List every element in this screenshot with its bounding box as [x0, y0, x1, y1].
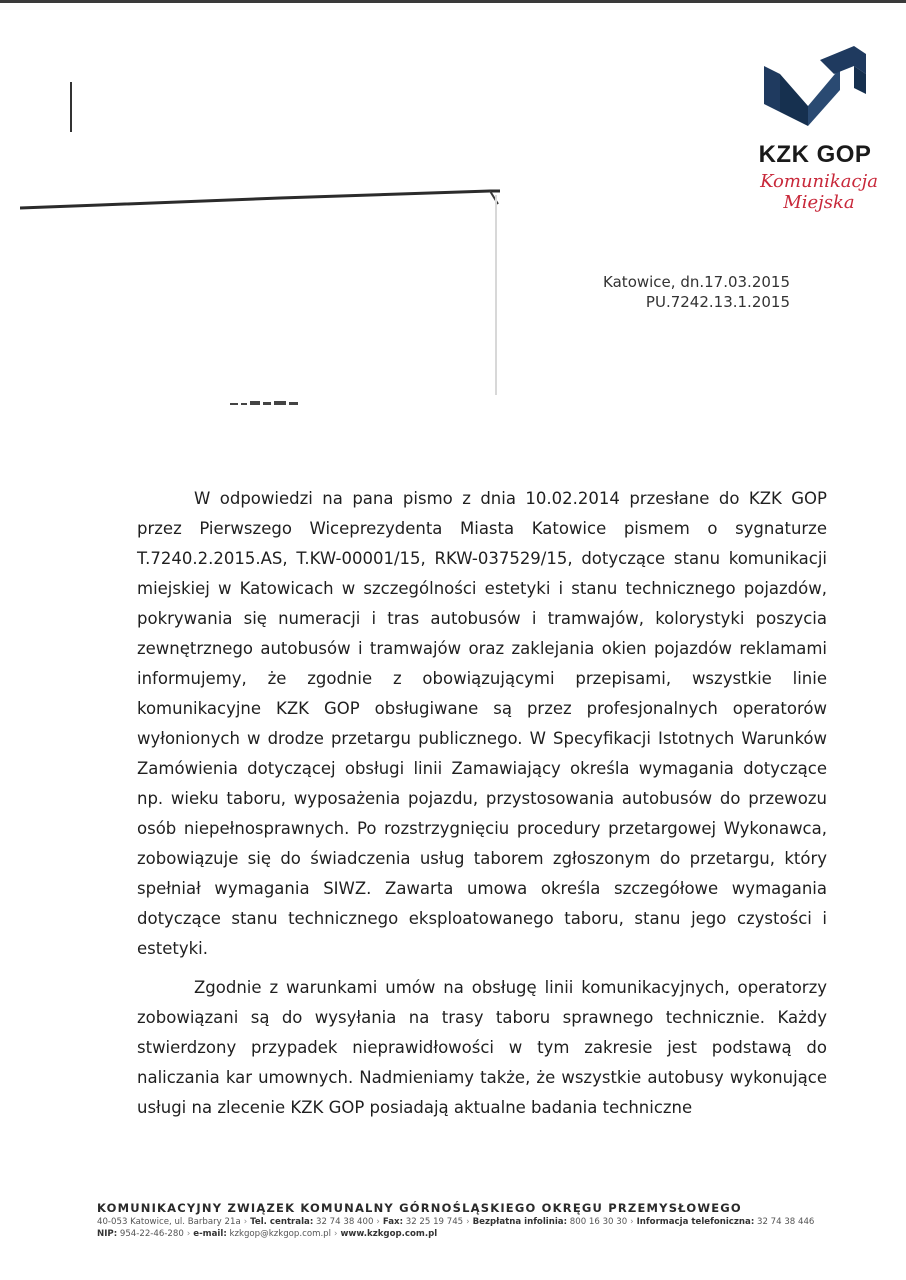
- logo-name: KZK GOP: [758, 141, 872, 168]
- footer-separator: ›: [334, 1229, 338, 1239]
- scan-edge-line: [495, 195, 497, 395]
- footer-website-link[interactable]: www.kzkgop.com.pl: [340, 1229, 438, 1239]
- letter-footer: [97, 1200, 897, 1240]
- kzk-gop-logo: [725, 44, 905, 213]
- logo-tagline: Komunikacja Miejska: [760, 171, 878, 213]
- place-date: Katowice, dn.17.03.2015: [603, 273, 790, 291]
- footer-nip-label: NIP:: [97, 1229, 118, 1239]
- footer-separator: ›: [466, 1217, 470, 1227]
- body-paragraph-1: W odpowiedzi na pana pismo z dnia 10.02.2014 przesłane do KZK GOP przez Pierwszego Wiceprezydenta Miasta Katowice pismem o sygnaturze T.7240.2.2015.AS, T.KW-00001/15, RKW-037529/15, dotyczące stanu komunikacji miejskiej w Katowicach w szczególności estetyki i stanu technicznego pojazdów, pokrywania się numeracji i tras autobusów i tramwajów, kolorystyki poszycia zewnętrznego autobusów i tramwajów oraz zaklejania okien pojazdów reklamami informujemy, że zgodnie z obowiązującymi przepisami, wszystkie linie komunikacyjne KZK GOP obsługiwane są przez profesjonalnych operatorów wyłonionych w drodze przetargu publicznego. W Specyfikacji Istotnych Warunków Zamówienia dotyczącej obsługi linii Zamawiający określa wymagania dotyczące np. wieku taboru, wyposażenia pojazdu, przystosowania autobusów do przewozu osób niepełnosprawnych. Po rozstrzygnięciu procedury przetargowej Wykonawca, zobowiązuje się do świadczenia usług taborem zgłoszonym do przetargu, który spełniał wymagania SIWZ. Zawarta umowa określa szczegółowe wymagania dotyczące stanu technicznego eksploatowanego taboru, stanu jego czystości i estetyki.: [137, 489, 827, 958]
- footer-phone-label: Tel. centrala:: [250, 1217, 314, 1227]
- footer-organization: KOMUNIKACYJNY ZWIĄZEK KOMUNALNY GÓRNOŚLĄSKIEGO OKRĘGU PRZEMYSŁOWEGO: [97, 1201, 742, 1215]
- footer-phone: 32 74 38 400: [316, 1217, 374, 1227]
- footer-address: 40-053 Katowice, ul. Barbary 21a: [97, 1217, 241, 1227]
- footer-separator: ›: [186, 1229, 191, 1239]
- footer-email-link[interactable]: kzkgop@kzkgop.com.pl: [229, 1229, 332, 1239]
- kzk-gop-logo-mark-icon: [762, 44, 868, 134]
- reference-number: PU.7242.13.1.2015: [645, 293, 790, 311]
- footer-contact-line-2: [97, 1228, 897, 1240]
- footer-fax-label: Fax:: [382, 1217, 404, 1227]
- top-border-line: [0, 0, 906, 3]
- footer-info: 32 74 38 446: [757, 1217, 815, 1227]
- fold-mark: [70, 82, 72, 132]
- footer-separator: ›: [243, 1217, 248, 1227]
- letter-body: [137, 484, 827, 1123]
- footer-separator: ›: [376, 1217, 380, 1227]
- footer-contact-line-1: [97, 1216, 897, 1228]
- footer-hotline-label: Bezpłatna infolinia:: [472, 1217, 568, 1227]
- footer-hotline: 800 16 30 30: [569, 1217, 628, 1227]
- footer-info-label: Informacja telefoniczna:: [636, 1217, 755, 1227]
- letter-header-meta: [540, 272, 790, 312]
- redacted-addressee-fragment: [230, 400, 300, 406]
- scan-shadow-line: [20, 186, 500, 212]
- footer-separator: ›: [630, 1217, 634, 1227]
- body-paragraph-2: Zgodnie z warunkami umów na obsługę linii komunikacyjnych, operatorzy zobowiązani są do wysyłania na trasy taboru sprawnego technicznie. Każdy stwierdzony przypadek nieprawidłowości w tym zakresie jest podstawą do naliczania kar umownych. Nadmieniamy także, że wszystkie autobusy wykonujące usługi na zlecenie KZK GOP posiadają aktualne badania techniczne: [137, 978, 827, 1117]
- footer-fax: 32 25 19 745: [405, 1217, 464, 1227]
- footer-nip: 954-22-46-280: [119, 1229, 184, 1239]
- footer-email-label: e-mail:: [193, 1229, 227, 1239]
